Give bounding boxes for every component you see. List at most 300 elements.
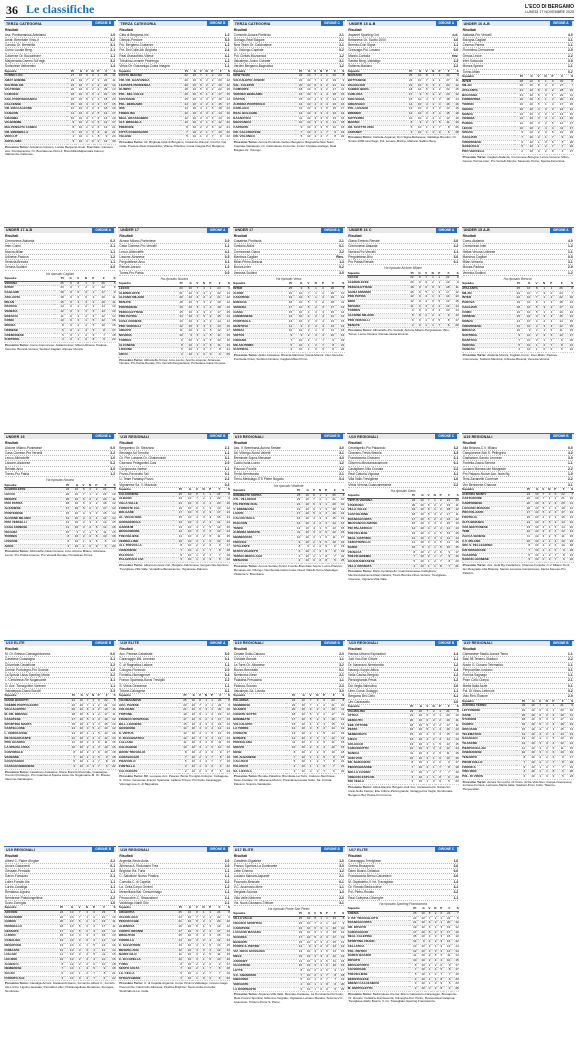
standings-header-cell: S bbox=[563, 282, 573, 286]
match-teams: Lurzio-Canaliga bbox=[5, 884, 28, 889]
stat-cell: 3 bbox=[424, 536, 430, 541]
stat-cell: 10 bbox=[303, 921, 311, 926]
stat-cell: 2 bbox=[430, 541, 436, 546]
stat-cell: 3 bbox=[322, 512, 328, 517]
stat-cell: 16 bbox=[100, 717, 108, 722]
stat-cell: 13 bbox=[221, 315, 230, 320]
stat-cell: 10 bbox=[303, 973, 311, 978]
stat-cell: 17 bbox=[292, 512, 301, 517]
stat-cell: 20 bbox=[180, 78, 188, 83]
team-name: PERNIALLO bbox=[4, 924, 53, 929]
group-badge: GIRONE C bbox=[435, 847, 457, 852]
stat-cell: 1 bbox=[83, 755, 88, 760]
stat-cell: 12 bbox=[212, 329, 221, 334]
stat-cell: 3 bbox=[547, 98, 554, 103]
stat-cell: 19 bbox=[328, 931, 336, 936]
team-name: BRESCIA bbox=[462, 329, 511, 334]
stat-cell: 1 bbox=[423, 770, 429, 775]
stat-cell: 4 bbox=[199, 320, 206, 325]
stat-cell: 17 bbox=[555, 718, 564, 723]
stat-cell: 5 bbox=[208, 732, 214, 737]
stat-cell: 3 bbox=[201, 708, 207, 713]
stat-cell: 5 bbox=[522, 553, 530, 558]
stat-cell: 6 bbox=[88, 962, 95, 967]
stat-cell: 4 bbox=[81, 967, 88, 972]
stat-cell: 2 bbox=[538, 320, 546, 325]
stat-cell: 7 bbox=[435, 766, 441, 771]
results-heading: Risultati bbox=[233, 647, 248, 651]
stat-cell: 14 bbox=[564, 732, 573, 737]
next-round-fixtures: Atalanta-Monza; Cagliari-Como; Inter-Milan; Padova-Cremonese; Sudtirol-Mantova; Udinese-Brescia; Venezia-Verona. bbox=[462, 352, 558, 361]
standings-header-cell: Squadre bbox=[4, 70, 67, 74]
team-name: AREZZO bbox=[118, 329, 174, 334]
stat-cell: 2 bbox=[206, 315, 212, 320]
stat-cell: 15 bbox=[221, 324, 230, 329]
stat-cell: 5 bbox=[88, 953, 95, 958]
match-score: n.d. bbox=[452, 32, 459, 37]
stat-cell: 5 bbox=[323, 126, 329, 131]
stat-cell: 1 bbox=[323, 921, 329, 926]
standings-header-cell: F bbox=[555, 700, 564, 704]
standings-header-cell: S bbox=[108, 70, 116, 74]
stat-cell: 3 bbox=[542, 709, 549, 714]
match-teams: Real Calepina-Ciliverghe bbox=[348, 895, 384, 900]
team-name: TRITONE bbox=[118, 713, 178, 718]
standings-header-cell: S bbox=[450, 705, 459, 709]
stat-cell: 9 bbox=[222, 703, 231, 708]
match-score: 2-1 bbox=[339, 471, 344, 476]
stat-cell: 14 bbox=[451, 954, 459, 959]
match-teams: Fontella-Vilomagnove bbox=[119, 673, 151, 678]
stat-cell: 17 bbox=[328, 935, 336, 940]
stat-cell: 10 bbox=[295, 121, 303, 126]
stat-cell: 0 bbox=[95, 699, 100, 704]
match-score: 3-0 bbox=[224, 652, 230, 656]
stat-cell: 7 bbox=[531, 296, 538, 301]
stat-cell: 21 bbox=[335, 343, 345, 348]
stat-cell: 0 bbox=[542, 774, 549, 779]
match-score: 3-1 bbox=[339, 900, 344, 905]
stat-cell: 3 bbox=[89, 699, 95, 704]
team-name: VALCALEPPIO bbox=[4, 708, 68, 713]
standings-table bbox=[347, 272, 459, 328]
match-score: 0-2 bbox=[567, 689, 573, 694]
stat-cell: 10 bbox=[296, 750, 306, 755]
stat-cell: 18 bbox=[441, 97, 450, 102]
team-name: CASATESE bbox=[4, 717, 68, 722]
stat-cell: 4 bbox=[192, 310, 198, 315]
stat-cell: 15 bbox=[54, 300, 65, 305]
stat-cell: 10 bbox=[524, 98, 534, 103]
stat-cell: 8 bbox=[94, 135, 100, 140]
stat-cell: 1 bbox=[317, 93, 323, 98]
team-name: VITALENTE bbox=[233, 545, 292, 550]
stat-cell: 24 bbox=[522, 492, 530, 497]
card-header bbox=[4, 227, 116, 233]
match-teams: Ass. V. Brembana-Aurora Seriate bbox=[233, 445, 281, 450]
team-name: COSTA IMAGNA bbox=[118, 74, 180, 79]
stat-cell: 2 bbox=[198, 953, 205, 958]
stat-cell: 3 bbox=[199, 291, 206, 296]
stat-cell: 12 bbox=[286, 736, 296, 741]
team-name: POL. DI VINUS bbox=[462, 774, 517, 779]
stat-cell: 12 bbox=[557, 530, 565, 535]
stat-cell: 10 bbox=[75, 111, 83, 116]
stat-cell: 18 bbox=[442, 508, 450, 513]
stat-cell: 10 bbox=[413, 97, 422, 102]
stat-cell: 20 bbox=[67, 88, 75, 93]
match-teams: Franciacorta-Ciserano bbox=[348, 456, 380, 461]
stat-cell: 18 bbox=[336, 973, 344, 978]
results-heading: Risultati bbox=[5, 27, 19, 32]
stat-cell: 9 bbox=[100, 135, 108, 140]
standings-header-cell: V bbox=[421, 272, 427, 276]
stat-cell: 2 bbox=[198, 929, 205, 934]
stat-cell: 0 bbox=[88, 910, 95, 915]
stat-cell: 2 bbox=[80, 314, 88, 319]
stat-cell: 7 bbox=[441, 770, 450, 775]
stat-cell: 2 bbox=[201, 741, 207, 746]
standings-header-cell: F bbox=[441, 70, 450, 74]
team-name: LA SPEZIA LISSA bbox=[4, 746, 68, 751]
results-heading: Risultati bbox=[5, 234, 19, 238]
stat-cell: 8 bbox=[72, 281, 79, 286]
stat-cell: 3 bbox=[535, 751, 541, 756]
stat-cell: 1 bbox=[435, 83, 441, 88]
team-name: VIR. OR. GAZZANIGA bbox=[118, 78, 180, 83]
stat-cell: 10 bbox=[70, 525, 79, 530]
match-score: 1-1 bbox=[453, 689, 459, 694]
stat-cell: 3 bbox=[323, 931, 329, 936]
stat-cell: 3 bbox=[206, 310, 212, 315]
stat-cell: 1 bbox=[315, 507, 321, 512]
stat-cell: 12 bbox=[173, 530, 182, 535]
team-name: INTER bbox=[4, 286, 54, 291]
stat-cell: 20 bbox=[174, 296, 183, 301]
stat-cell: 5 bbox=[92, 525, 98, 530]
stat-cell: 10 bbox=[293, 301, 303, 306]
stat-cell: 7 bbox=[212, 972, 221, 977]
stat-cell: 8 bbox=[212, 348, 221, 353]
next-round-note bbox=[233, 993, 345, 1004]
stat-cell: 20 bbox=[328, 74, 336, 79]
match-score: 3-0 bbox=[453, 699, 459, 704]
match-score: 2-2 bbox=[110, 662, 115, 667]
stat-cell: 14 bbox=[335, 736, 345, 741]
stat-cell: 4 bbox=[423, 742, 429, 747]
stat-cell: 20 bbox=[564, 770, 573, 775]
stat-cell: 2 bbox=[425, 954, 431, 959]
stat-cell: 19 bbox=[96, 920, 106, 925]
stat-cell: 15 bbox=[328, 517, 337, 522]
stat-cell: 10 bbox=[75, 140, 83, 145]
match-teams: Virtus Or. Gazzaniga-Costa Imagna bbox=[119, 64, 170, 69]
team-name: BOLGARE bbox=[118, 511, 173, 516]
stat-cell: 10 bbox=[75, 93, 83, 98]
stat-cell: 15 bbox=[108, 746, 116, 751]
standings-row bbox=[347, 130, 459, 135]
stat-cell: 2 bbox=[542, 704, 549, 709]
stat-cell: 20 bbox=[68, 708, 76, 713]
stat-cell: 20 bbox=[212, 920, 221, 925]
stat-cell: 7 bbox=[323, 973, 329, 978]
stat-cell: 12 bbox=[174, 324, 183, 329]
stat-cell: 2 bbox=[201, 703, 207, 708]
standings-header-cell: Squadre bbox=[4, 484, 61, 488]
team-name: NEMBORATA bbox=[233, 535, 292, 540]
stat-cell: 12 bbox=[212, 530, 221, 535]
stat-cell: 19 bbox=[450, 116, 459, 121]
team-name: CALCENSE bbox=[4, 102, 67, 107]
stat-cell: 5 bbox=[548, 737, 554, 742]
stat-cell: 3 bbox=[409, 982, 417, 987]
team-name: DADAVERDI bbox=[4, 915, 53, 920]
stat-cell: 8 bbox=[192, 910, 199, 915]
match-teams: Lette Cinema bbox=[233, 869, 253, 874]
team-name: BEDIZZOLESE bbox=[347, 977, 408, 982]
stat-cell: 9 bbox=[328, 545, 337, 550]
stat-cell: 17 bbox=[214, 93, 222, 98]
standings-table bbox=[233, 694, 345, 774]
stat-cell: 2 bbox=[428, 121, 435, 126]
stat-cell: 11 bbox=[564, 93, 574, 98]
stat-cell: 22 bbox=[222, 135, 230, 140]
match-score: 1-1 bbox=[224, 662, 230, 667]
stat-cell: 2 bbox=[198, 497, 205, 502]
stat-cell: 12 bbox=[108, 717, 116, 722]
stat-cell: 13 bbox=[450, 733, 459, 738]
stat-cell: 5 bbox=[83, 713, 88, 718]
stat-cell: 15 bbox=[404, 97, 413, 102]
card-header bbox=[4, 20, 116, 26]
match-score: 2-2 bbox=[567, 477, 573, 482]
stat-cell: 6 bbox=[324, 348, 334, 353]
page-number: 36 bbox=[6, 3, 18, 17]
stat-cell: 14 bbox=[212, 939, 221, 944]
team-name: CALVAGESE bbox=[118, 746, 178, 751]
stat-cell: 1 bbox=[317, 130, 323, 135]
stat-cell: 12 bbox=[212, 948, 221, 953]
team-name: PRO PATRIA bbox=[4, 502, 61, 507]
team-name: ALDINI bbox=[233, 291, 283, 296]
stat-cell: 18 bbox=[404, 88, 413, 93]
stat-cell: 22 bbox=[441, 88, 450, 93]
team-name: VIRTUS bbox=[233, 334, 283, 339]
stat-cell: 10 bbox=[414, 714, 423, 719]
team-name: CHIVORIALE bbox=[4, 750, 68, 755]
stat-cell: 25 bbox=[328, 493, 337, 498]
stat-cell: 4 bbox=[407, 564, 415, 569]
stat-cell: 3 bbox=[174, 352, 183, 357]
stat-cell: 4 bbox=[205, 948, 212, 953]
stat-cell: 2 bbox=[430, 560, 436, 565]
stat-cell: 13 bbox=[522, 525, 530, 530]
stat-cell: 3 bbox=[538, 324, 546, 329]
stat-cell: 10 bbox=[324, 334, 334, 339]
team-name: POL. DEL COLLE bbox=[118, 93, 180, 98]
stat-cell: 4 bbox=[437, 958, 443, 963]
stat-cell: 10 bbox=[413, 88, 422, 93]
stat-cell: 4 bbox=[311, 102, 317, 107]
stat-cell: 3 bbox=[428, 318, 435, 323]
results-heading: Risultati bbox=[119, 27, 133, 32]
stat-cell: 5 bbox=[516, 765, 525, 770]
stat-cell: 6 bbox=[317, 329, 324, 334]
stat-cell: 3 bbox=[88, 121, 94, 126]
standings-header-cell: G bbox=[64, 906, 74, 910]
stat-cell: 7 bbox=[421, 276, 427, 281]
team-name: ALBINOLEFFE bbox=[4, 488, 61, 493]
stat-cell: 4 bbox=[425, 935, 431, 940]
match-score: 3-1 bbox=[339, 450, 344, 455]
stat-cell: 15 bbox=[563, 324, 573, 329]
stat-cell: 10 bbox=[301, 493, 310, 498]
team-name: PESCOCCHIE bbox=[118, 920, 173, 925]
standings-row bbox=[118, 135, 230, 140]
stat-cell: 9 bbox=[64, 295, 72, 300]
stat-cell: 5 bbox=[434, 318, 440, 323]
stat-cell: 5 bbox=[404, 126, 413, 131]
stat-cell: 13 bbox=[108, 88, 116, 93]
stat-cell: 20 bbox=[563, 338, 573, 343]
stat-cell: 11 bbox=[106, 920, 116, 925]
stat-cell: 10 bbox=[336, 498, 345, 503]
stat-cell: 9 bbox=[414, 281, 421, 286]
stat-cell: 3 bbox=[68, 764, 76, 769]
league-title: U17 ELITE bbox=[234, 847, 254, 852]
stat-cell: 10 bbox=[187, 703, 195, 708]
stat-cell: 4 bbox=[423, 733, 429, 738]
standings-card bbox=[462, 20, 574, 224]
stat-cell: 12 bbox=[53, 948, 63, 953]
stat-cell: 3 bbox=[428, 309, 435, 314]
stat-cell: 1 bbox=[322, 493, 328, 498]
standings-row bbox=[118, 558, 230, 563]
match-score: 0-1 bbox=[453, 260, 459, 265]
stat-cell: 25 bbox=[292, 493, 301, 498]
stat-cell: 7 bbox=[539, 497, 545, 502]
standings-table bbox=[347, 705, 459, 785]
match-score: 0-4 bbox=[224, 673, 230, 678]
stat-cell: 8 bbox=[557, 553, 565, 558]
stat-cell: 14 bbox=[510, 320, 520, 325]
match-teams: Aspanet Sporting Out bbox=[348, 32, 379, 37]
stat-cell: 15 bbox=[563, 329, 573, 334]
stat-cell: 1 bbox=[539, 553, 545, 558]
team-name: NESE bbox=[233, 750, 286, 755]
stat-cell: 9 bbox=[442, 555, 450, 560]
standings-header-cell: F bbox=[442, 494, 450, 498]
standings-header-cell: Squadre bbox=[462, 282, 511, 286]
stat-cell: 5 bbox=[322, 545, 328, 550]
stat-cell: 1 bbox=[83, 130, 89, 135]
stat-cell: 9 bbox=[553, 338, 563, 343]
team-name: ALZANO MILANO bbox=[118, 296, 174, 301]
results-heading: Risultati bbox=[348, 647, 362, 651]
team-name: PRO VERCELLI bbox=[347, 318, 405, 323]
stat-cell: 4 bbox=[72, 300, 79, 305]
standings-row bbox=[347, 323, 459, 328]
stat-cell: 12 bbox=[222, 78, 230, 83]
stat-cell: 13 bbox=[286, 732, 296, 737]
stat-cell: 5 bbox=[197, 88, 203, 93]
stat-cell: 15 bbox=[450, 88, 459, 93]
standings-header-cell: Pt bbox=[286, 694, 296, 698]
stat-cell: 11 bbox=[553, 329, 563, 334]
stat-cell: 2 bbox=[423, 766, 429, 771]
stat-cell: 10 bbox=[70, 516, 79, 521]
stat-cell: 18 bbox=[565, 544, 573, 549]
stat-cell: 2 bbox=[429, 709, 435, 714]
stat-cell: 7 bbox=[319, 760, 326, 765]
match-teams: Lecco-Albinoleffe bbox=[119, 249, 144, 254]
stat-cell: 21 bbox=[292, 502, 301, 507]
stat-cell: 12 bbox=[336, 931, 344, 936]
stat-cell: 4 bbox=[422, 102, 428, 107]
match-teams: Mozzo-Brembate bbox=[233, 667, 259, 672]
stat-cell: 6 bbox=[94, 126, 100, 131]
next-round-label: Prossimo Turno: bbox=[348, 135, 373, 140]
stat-cell: 10 bbox=[76, 741, 84, 746]
result-row bbox=[348, 896, 458, 901]
stat-cell: 3 bbox=[533, 121, 540, 126]
team-name: SCIORZA bbox=[233, 935, 295, 940]
stat-cell: 9 bbox=[64, 328, 72, 333]
stat-cell: 10 bbox=[293, 305, 303, 310]
stat-cell: 5 bbox=[435, 742, 441, 747]
team-name: PRO VERCELLI bbox=[462, 150, 514, 155]
standings-header-cell: Squadre bbox=[4, 694, 68, 698]
stat-cell: 1 bbox=[317, 964, 323, 969]
stat-cell: 1 bbox=[311, 978, 317, 983]
stat-cell: 9 bbox=[64, 281, 72, 286]
stat-cell: 12 bbox=[282, 320, 292, 325]
stat-cell: 11 bbox=[107, 497, 116, 502]
stat-cell: 17 bbox=[173, 511, 182, 516]
stat-cell: 2 bbox=[546, 305, 553, 310]
standings-header-cell: S bbox=[222, 70, 230, 74]
stat-cell: 2 bbox=[514, 150, 524, 155]
match-score: 0-1 bbox=[339, 879, 344, 884]
stat-cell: 2 bbox=[198, 544, 205, 549]
stat-cell: 2 bbox=[317, 135, 323, 140]
stat-cell: 7 bbox=[546, 338, 553, 343]
stat-cell: 12 bbox=[405, 300, 414, 305]
stat-cell: 16 bbox=[222, 111, 230, 116]
stat-cell: 10 bbox=[326, 750, 336, 755]
stat-cell: 18 bbox=[522, 506, 530, 511]
standings-header-cell: V bbox=[533, 75, 540, 79]
stat-cell: 9 bbox=[414, 295, 421, 300]
team-name: COMOLLA bbox=[118, 939, 173, 944]
standings-row bbox=[347, 780, 459, 785]
stat-cell: 16 bbox=[564, 117, 574, 122]
stat-cell: 2 bbox=[315, 521, 321, 526]
match-score: 2-3 bbox=[453, 58, 459, 63]
stat-cell: 3 bbox=[87, 305, 94, 310]
stat-cell: 10 bbox=[301, 521, 310, 526]
stat-cell: 24 bbox=[443, 911, 451, 916]
team-name: POL. BERGAMO bbox=[118, 102, 180, 107]
match-teams: M. Ospitaletto-V. Ist. Travagliato bbox=[348, 879, 394, 884]
stat-cell: 10 bbox=[524, 131, 534, 136]
stat-cell: 3 bbox=[94, 102, 100, 107]
match-score: 1-4 bbox=[453, 667, 459, 672]
team-name: ALT. BRIGHELA bbox=[118, 121, 180, 126]
match-teams: Grezzago-Pol. Lesano bbox=[348, 48, 380, 53]
team-name: VARENNE bbox=[4, 755, 68, 760]
stat-cell: 10 bbox=[303, 954, 311, 959]
